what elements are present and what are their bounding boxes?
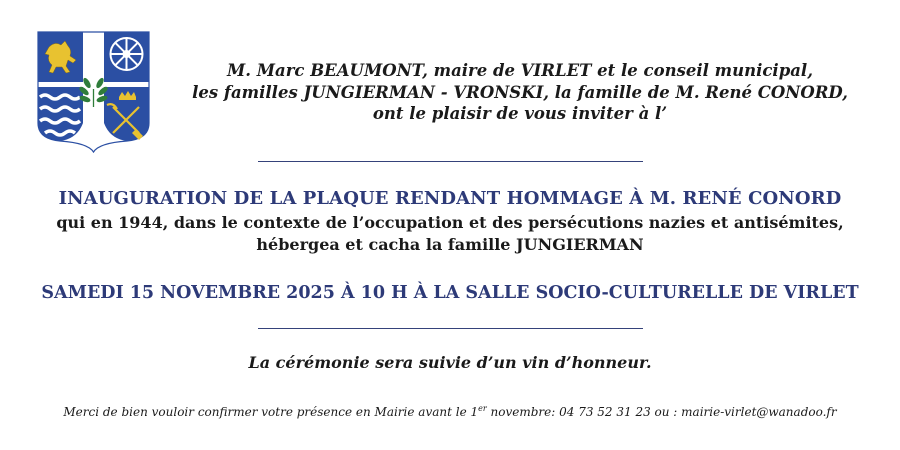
invitation-intro	[180, 60, 860, 125]
rsvp-superscript: er	[478, 404, 487, 413]
intro-line-2: les familles JUNGIERMAN - VRONSKI, la famille de M. René CONORD,	[192, 82, 848, 102]
divider-top	[258, 161, 643, 162]
intro-line-1: M. Marc BEAUMONT, maire de VIRLET et le conseil municipal,	[227, 61, 813, 80]
rsvp-footer	[0, 404, 900, 419]
description-line-1: qui en 1944, dans le contexte de l’occupation et des persécutions nazies et antisémites,	[56, 213, 844, 232]
event-date: SAMEDI 15 NOVEMBRE 2025 À 10 H À LA SALLE SOCIO-CULTURELLE DE VIRLET	[41, 283, 859, 303]
coat-of-arms-icon	[37, 31, 150, 153]
divider-bottom	[258, 328, 643, 329]
event-description	[0, 212, 900, 256]
description-line-2: hébergea et cacha la famille JUNGIERMAN	[256, 235, 644, 254]
wheel-icon	[111, 38, 143, 70]
intro-line-3: ont le plaisir de vous inviter à l’	[372, 104, 668, 123]
rsvp-text-after: novembre: 04 73 52 31 23 ou : mairie-virlet@wanadoo.fr	[486, 405, 837, 419]
rsvp-text-before: Merci de bien vouloir confirmer votre présence en Mairie avant le 1	[63, 405, 479, 419]
reception-note: La cérémonie sera suivie d’un vin d’honneur.	[248, 353, 652, 372]
event-title: INAUGURATION DE LA PLAQUE RENDANT HOMMAGE À M. RENÉ CONORD	[58, 188, 842, 209]
